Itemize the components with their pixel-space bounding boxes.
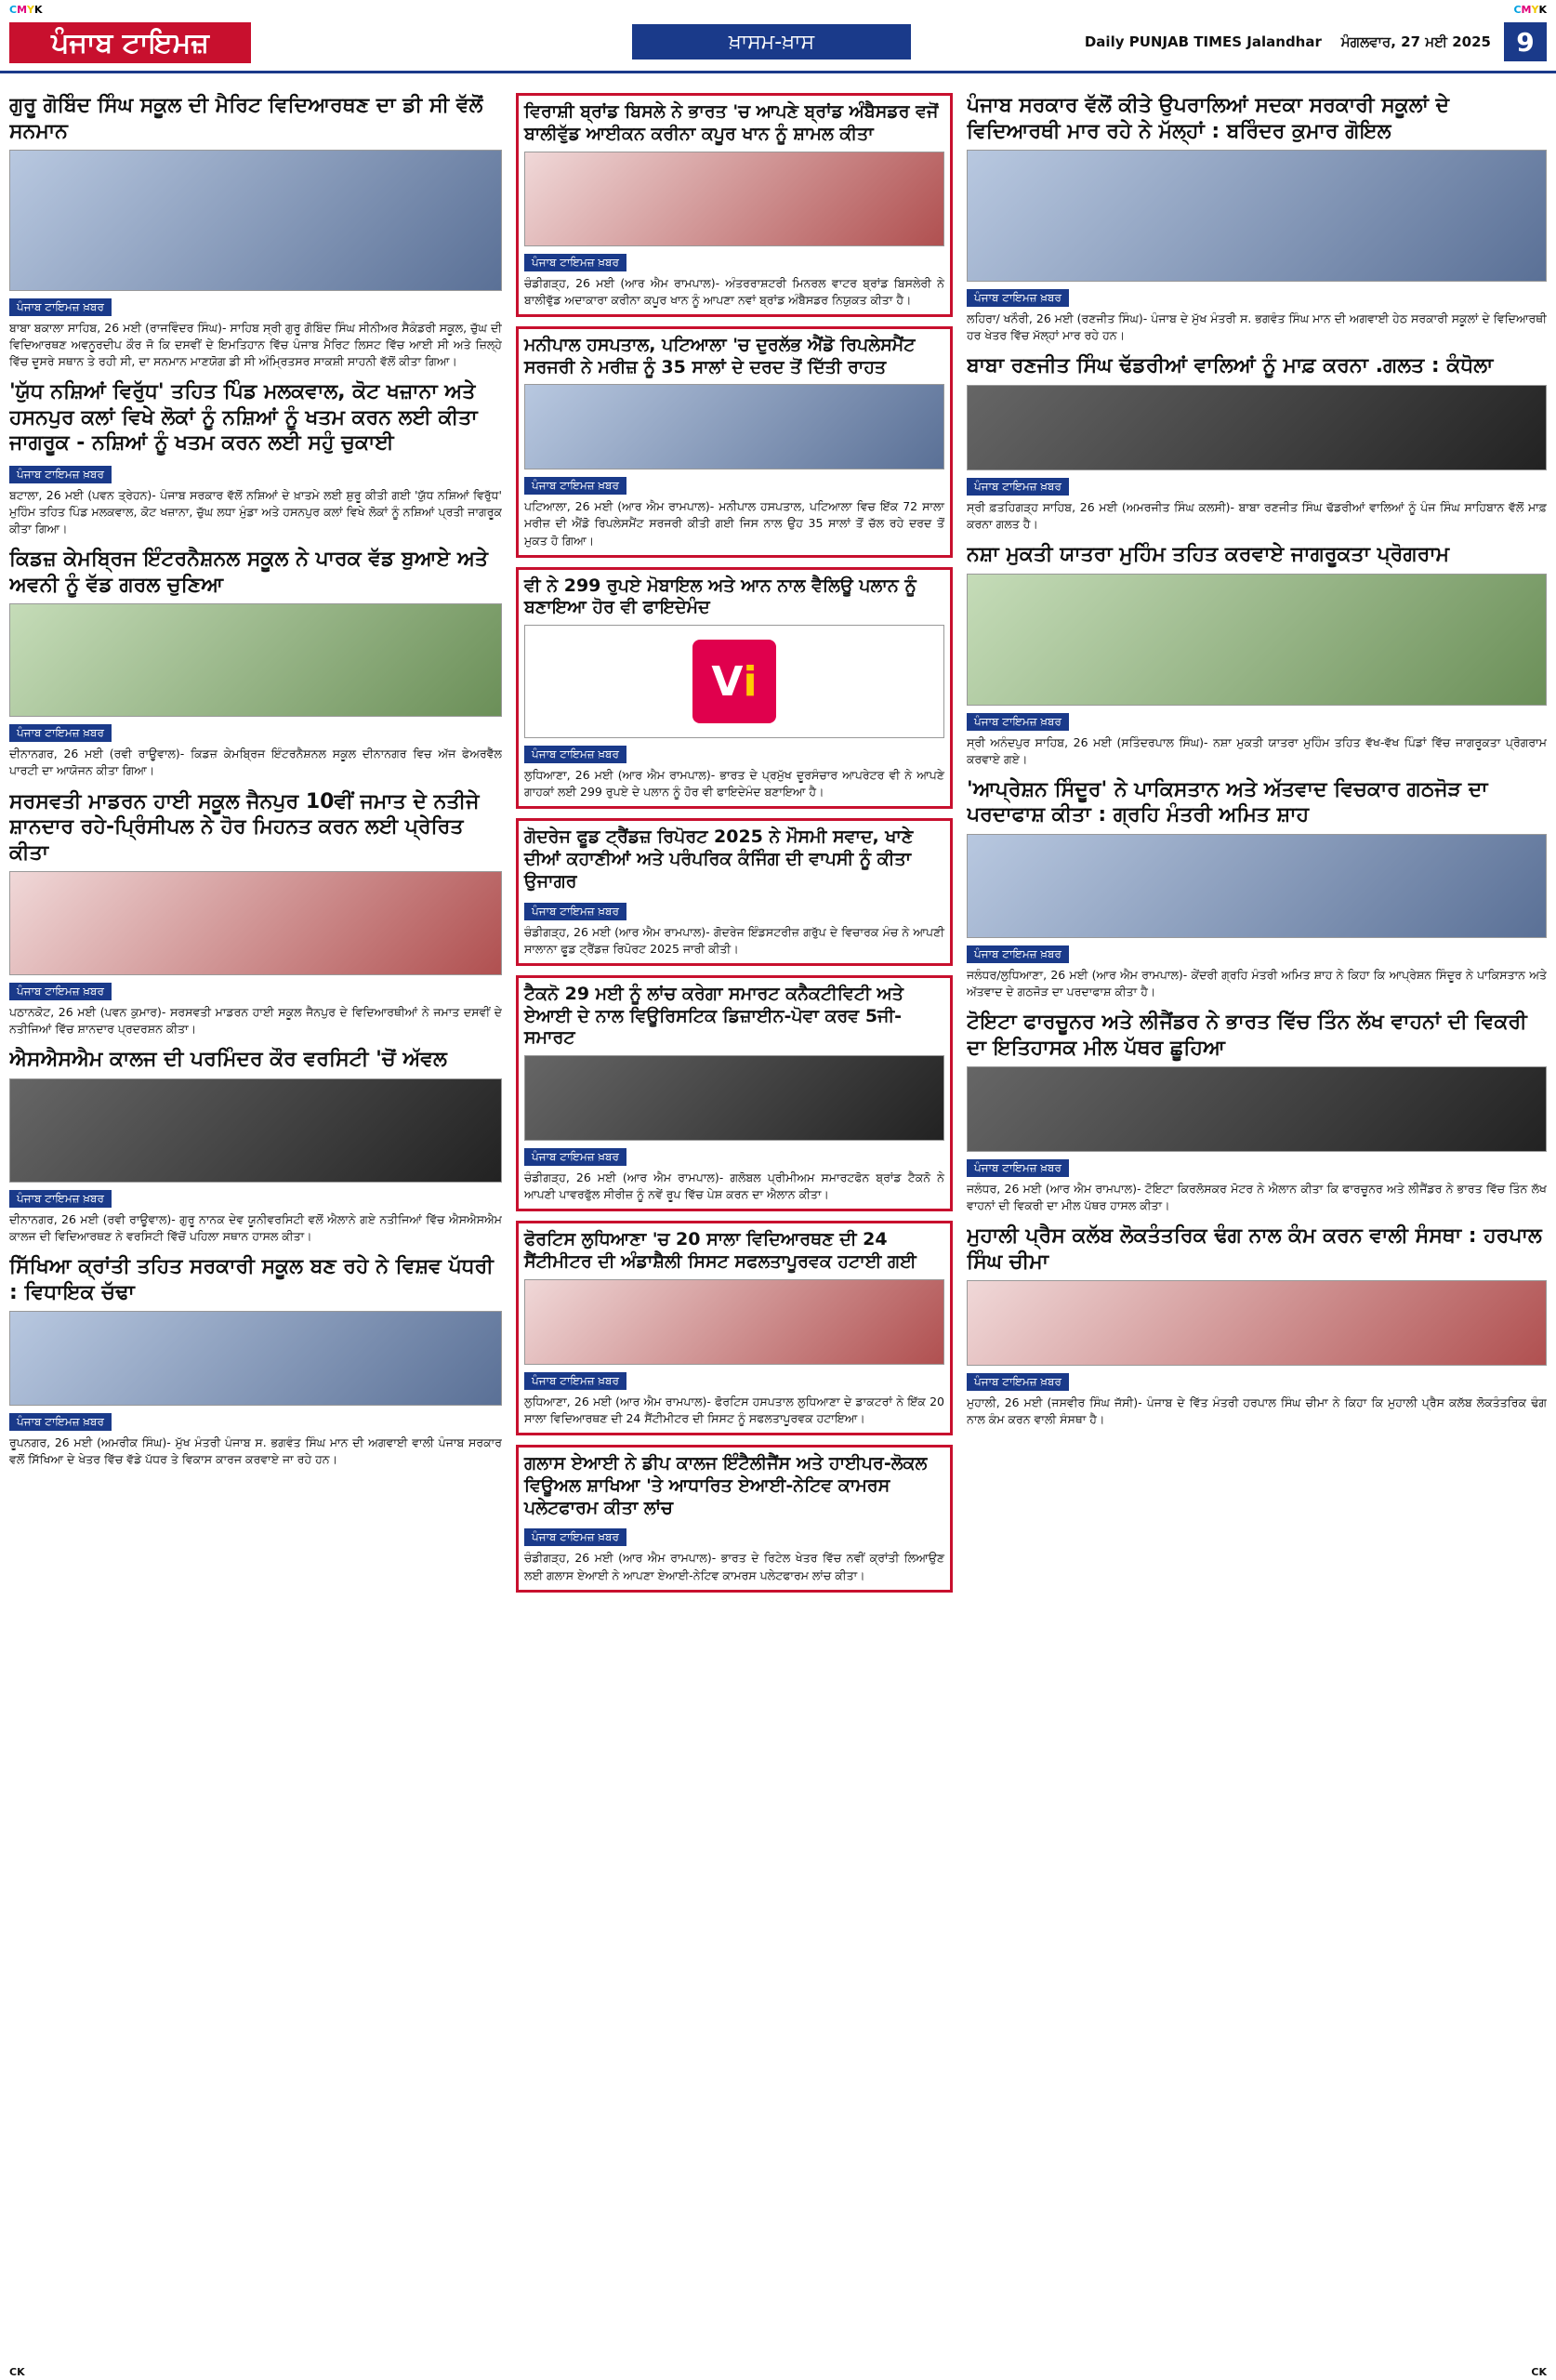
news-story — [967, 93, 1547, 344]
newspaper-logo: ਪੰਜਾਬ ਟਾਇਮਜ਼ — [9, 22, 251, 63]
column-right — [967, 93, 1547, 2361]
story-headline: ਗੁਰੂ ਗੋਬਿੰਦ ਸਿੰਘ ਸਕੂਲ ਦੀ ਮੈਰਿਟ ਵਿਦਿਆਰਥਣ ਦਾ ਡੀ ਸੀ ਵੱਲੋਂ ਸਨਮਾਨ — [9, 94, 483, 143]
byline-tag: ਪੰਜਾਬ ਟਾਇਮਜ਼ ਖ਼ਬਰ — [9, 1413, 112, 1431]
byline-tag: ਪੰਜਾਬ ਟਾਇਮਜ਼ ਖ਼ਬਰ — [967, 945, 1069, 963]
story-headline: ਨਸ਼ਾ ਮੁਕਤੀ ਯਾਤਰਾ ਮੁਹਿੰਮ ਤਹਿਤ ਕਰਵਾਏ ਜਾਗਰੂਕਤਾ ਪ੍ਰੋਗਰਾਮ — [967, 543, 1450, 566]
story-photo — [524, 152, 944, 246]
story-body: ਚੰਡੀਗੜ੍ਹ, 26 ਮਈ (ਆਰ ਐਮ ਰਾਮਪਾਲ)- ਅੰਤਰਰਾਸ਼ਟਰੀ ਮਿਨਰਲ ਵਾਟਰ ਬ੍ਰਾਂਡ ਬਿਸਲੇਰੀ ਨੇ ਬਾਲੀਵੁੱਡ ਅਦਾਕਾਰਾ ਕਰੀਨਾ ਕਪੂਰ ਖਾਨ ਨੂੰ ਆਪਣਾ ਨਵਾਂ ਬ੍ਰਾਂਡ ਅੰਬੈਸਡਰ ਨਿਯੁਕਤ ਕੀਤਾ ਹੈ। — [524, 275, 944, 307]
story-body: ਬਾਬਾ ਬਕਾਲਾ ਸਾਹਿਬ, 26 ਮਈ (ਰਾਜਵਿੰਦਰ ਸਿੰਘ)- ਸਾਹਿਬ ਸ੍ਰੀ ਗੁਰੂ ਗੋਬਿੰਦ ਸਿੰਘ ਸੀਨੀਅਰ ਸੈਕੰਡਰੀ ਸਕੂਲ, ਚੁੱਘ ਦੀ ਵਿਦਿਆਰਥਣ ਅਵਨੂਰਦੀਪ ਕੌਰ ਜੋ ਕਿ ਦਸਵੀਂ ਦੇ ਇਮਤਿਹਾਨ ਵਿੱਚ ਪੰਜਾਬ ਮੈਰਿਟ ਲਿਸਟ ਵਿੱਚ ਆਈ ਸੀ ਅਤੇ ਜ਼ਿਲ੍ਹੇ ਵਿੱਚ ਦੂਸਰੇ ਸਥਾਨ ਤੇ ਰਹੀ ਸੀ, ਦਾ ਸਨਮਾਨ ਮਾਣਯੋਗ ਡੀ ਸੀ ਅੰਮ੍ਰਿਤਸਰ ਸਾਕਸ਼ੀ ਸਾਹਨੀ ਵੱਲੋਂ ਕੀਤਾ ਗਿਆ। — [9, 321, 502, 369]
story-body: ਚੰਡੀਗੜ੍ਹ, 26 ਮਈ (ਆਰ ਐਮ ਰਾਮਪਾਲ)- ਗਲੋਬਲ ਪ੍ਰੀਮੀਅਮ ਸਮਾਰਟਫੋਨ ਬ੍ਰਾਂਡ ਟੈਕਨੋ ਨੇ ਆਪਣੀ ਪਾਵਰਫੁੱਲ ਸੀਰੀਜ਼ ਨੂੰ ਨਵੇਂ ਰੂਪ ਵਿੱਚ ਪੇਸ਼ ਕਰਨ ਦਾ ਐਲਾਨ ਕੀਤਾ। — [524, 1170, 944, 1202]
news-story — [967, 777, 1547, 1000]
story-body: ਜਲੰਧਰ/ਲੁਧਿਆਣਾ, 26 ਮਈ (ਆਰ ਐਮ ਰਾਮਪਾਲ)- ਕੇਂਦਰੀ ਗ੍ਰਹਿ ਮੰਤਰੀ ਅਮਿਤ ਸ਼ਾਹ ਨੇ ਕਿਹਾ ਕਿ ਆਪ੍ਰੇਸ਼ਨ ਸਿੰਦੂਰ ਨੇ ਪਾਕਿਸਤਾਨ ਅਤੇ ਅੱਤਵਾਦ ਦੇ ਗਠਜੋੜ ਦਾ ਪਰਦਾਫਾਸ਼ ਕੀਤਾ ਹੈ। — [967, 967, 1547, 998]
story-body: ਬਟਾਲਾ, 26 ਮਈ (ਪਵਨ ਤ੍ਰੇਹਨ)- ਪੰਜਾਬ ਸਰਕਾਰ ਵੱਲੋਂ ਨਸ਼ਿਆਂ ਦੇ ਖ਼ਾਤਮੇ ਲਈ ਸ਼ੁਰੂ ਕੀਤੀ ਗਈ 'ਯੁੱਧ ਨਸ਼ਿਆਂ ਵਿਰੁੱਧ' ਮੁਹਿੰਮ ਤਹਿਤ ਪਿੰਡ ਮਲਕਵਾਲ, ਕੋਟ ਖਜ਼ਾਨਾ, ਚੁੱਘ ਲਧਾ ਮੁੰਡਾ ਅਤੇ ਹਸਨਪੁਰ ਕਲਾਂ ਵਿਖੇ ਲੋਕਾਂ ਨੂੰ ਨਸ਼ਿਆਂ ਪ੍ਰਤੀ ਜਾਗਰੂਕ ਕੀਤਾ ਗਿਆ। — [9, 487, 502, 536]
story-headline: ਬਾਬਾ ਰਣਜੀਤ ਸਿੰਘ ਢੱਡਰੀਆਂ ਵਾਲਿਆਂ ਨੂੰ ਮਾਫ਼ ਕਰਨਾ .ਗਲਤ : ਕੰਧੋਲਾ — [967, 354, 1494, 378]
story-headline: 'ਆਪ੍ਰੇਸ਼ਨ ਸਿੰਦੂਰ' ਨੇ ਪਾਕਿਸਤਾਨ ਅਤੇ ਅੱਤਵਾਦ ਵਿਚਕਾਰ ਗਠਜੋੜ ਦਾ ਪਰਦਾਫਾਸ਼ ਕੀਤਾ : ਗ੍ਰਹਿ ਮੰਤਰੀ ਅਮਿਤ ਸ਼ਾਹ — [967, 777, 1488, 827]
byline-tag: ਪੰਜਾਬ ਟਾਇਮਜ਼ ਖ਼ਬਰ — [9, 298, 112, 316]
story-headline: ਐਸਐਸਐਮ ਕਾਲਜ ਦੀ ਪਰਮਿੰਦਰ ਕੌਰ ਵਰਸਿਟੀ 'ਚੋਂ ਅੱਵਲ — [9, 1048, 447, 1072]
story-photo — [967, 1066, 1547, 1152]
story-headline: ਕਿਡਜ਼ ਕੇਮਬ੍ਰਿਜ ਇੰਟਰਨੈਸ਼ਨਲ ਸਕੂਲ ਨੇ ਪਾਰਕ ਵੱਡ ਬੁਆਏ ਅਤੇ ਅਵਨੀ ਨੂੰ ਵੱਡ ਗਰਲ ਚੁਣਿਆ — [9, 548, 488, 597]
vi-logo: V i — [692, 640, 776, 723]
news-story — [967, 542, 1547, 768]
news-story — [516, 818, 953, 966]
news-story — [516, 567, 953, 810]
story-body: ਪਠਾਨਕੋਟ, 26 ਮਈ (ਪਵਨ ਕੁਮਾਰ)- ਸਰਸਵਤੀ ਮਾਡਰਨ ਹਾਈ ਸਕੂਲ ਜੈਨਪੁਰ ਦੇ ਵਿਦਿਆਰਥੀਆਂ ਨੇ ਜਮਾਤ ਦਸਵੀਂ ਦੇ ਨਤੀਜਿਆਂ ਵਿੱਚ ਸ਼ਾਨਦਾਰ ਪ੍ਰਦਰਸ਼ਨ ਕੀਤਾ। — [9, 1005, 502, 1037]
story-body: ਲੁਧਿਆਣਾ, 26 ਮਈ (ਆਰ ਐਮ ਰਾਮਪਾਲ)- ਫੋਰਟਿਸ ਹਸਪਤਾਲ ਲੁਧਿਆਣਾ ਦੇ ਡਾਕਟਰਾਂ ਨੇ ਇੱਕ 20 ਸਾਲਾ ਵਿਦਿਆਰਥਣ ਦੀ 24 ਸੈਂਟੀਮੀਟਰ ਦੀ ਸਿਸਟ ਨੂੰ ਸਫਲਤਾਪੂਰਵਕ ਹਟਾਇਆ। — [524, 1394, 944, 1425]
story-body: ਦੀਨਾਨਗਰ, 26 ਮਈ (ਰਵੀ ਰਾਊਵਾਲ)- ਗੁਰੂ ਨਾਨਕ ਦੇਵ ਯੂਨੀਵਰਸਿਟੀ ਵਲੋਂ ਐਲਾਨੇ ਗਏ ਨਤੀਜਿਆਂ ਵਿੱਚ ਐਸਐਸਐਮ ਕਾਲਜ ਦੀ ਵਿਦਿਆਰਥਣ ਨੇ ਵਰਸਿਟੀ ਵਿੱਚੋਂ ਪਹਿਲਾ ਸਥਾਨ ਹਾਸਲ ਕੀਤਾ। — [9, 1211, 502, 1243]
byline-tag: ਪੰਜਾਬ ਟਾਇਮਜ਼ ਖ਼ਬਰ — [9, 983, 112, 1000]
story-body: ਲਹਿਰਾ/ ਖਨੌਰੀ, 26 ਮਈ (ਰਣਜੀਤ ਸਿੰਘ)- ਪੰਜਾਬ ਦੇ ਮੁੱਖ ਮੰਤਰੀ ਸ. ਭਗਵੰਤ ਸਿੰਘ ਮਾਨ ਦੀ ਅਗਵਾਈ ਹੇਠ ਸਰਕਾਰੀ ਸਕੂਲਾਂ ਦੇ ਵਿਦਿਆਰਥੀ ਹਰ ਖੇਤਰ ਵਿੱਚ ਮੱਲ੍ਹਾਂ ਮਾਰ ਰਹੇ ਹਨ। — [967, 311, 1547, 343]
news-story — [516, 975, 953, 1212]
news-story — [9, 1254, 502, 1468]
story-body: ਚੰਡੀਗੜ੍ਹ, 26 ਮਈ (ਆਰ ਐਮ ਰਾਮਪਾਲ)- ਭਾਰਤ ਦੇ ਰਿਟੇਲ ਖੇਤਰ ਵਿੱਚ ਨਵੀਂ ਕ੍ਰਾਂਤੀ ਲਿਆਉਣ ਲਈ ਗਲਾਸ ਏਆਈ ਨੇ ਆਪਣਾ ਏਆਈ-ਨੇਟਿਵ ਕਾਮਰਸ ਪਲੇਟਫਾਰਮ ਲਾਂਚ ਕੀਤਾ। — [524, 1551, 944, 1582]
masthead — [0, 17, 1556, 73]
story-body: ਸ੍ਰੀ ਅਨੰਦਪੁਰ ਸਾਹਿਬ, 26 ਮਈ (ਸਤਿੰਦਰਪਾਲ ਸਿੰਘ)- ਨਸ਼ਾ ਮੁਕਤੀ ਯਾਤਰਾ ਮੁਹਿੰਮ ਤਹਿਤ ਵੱਖ-ਵੱਖ ਪਿੰਡਾਂ ਵਿੱਚ ਜਾਗਰੂਕਤਾ ਪ੍ਰੋਗਰਾਮ ਕਰਵਾਏ ਗਏ। — [967, 734, 1547, 766]
section-title: ਖ਼ਾਸਮ-ਖ਼ਾਸ — [632, 24, 911, 60]
story-body: ਦੀਨਾਨਗਰ, 26 ਮਈ (ਰਵੀ ਰਾਊਵਾਲ)- ਕਿਡਜ਼ ਕੇਮਬ੍ਰਿਜ ਇੰਟਰਨੈਸ਼ਨਲ ਸਕੂਲ ਦੀਨਾਨਗਰ ਵਿਚ ਅੱਜ ਫੇਅਰਵੈੱਲ ਪਾਰਟੀ ਦਾ ਆਯੋਜਨ ਕੀਤਾ ਗਿਆ। — [9, 747, 502, 778]
byline-tag: ਪੰਜਾਬ ਟਾਇਮਜ਼ ਖ਼ਬਰ — [967, 478, 1069, 496]
story-headline: ਪੰਜਾਬ ਸਰਕਾਰ ਵੱਲੋਂ ਕੀਤੇ ਉਪਰਾਲਿਆਂ ਸਦਕਾ ਸਰਕਾਰੀ ਸਕੂਲਾਂ ਦੇ ਵਿਦਿਆਰਥੀ ਮਾਰ ਰਹੇ ਨੇ ਮੱਲ੍ਹਾਂ : ਬਰਿੰਦਰ ਕੁਮਾਰ ਗੋਇਲ — [967, 94, 1450, 143]
story-headline: ਸਿੱਖਿਆ ਕ੍ਰਾਂਤੀ ਤਹਿਤ ਸਰਕਾਰੀ ਸਕੂਲ ਬਣ ਰਹੇ ਨੇ ਵਿਸ਼ਵ ਪੱਧਰੀ : ਵਿਧਾਇਕ ਚੱਢਾ — [9, 1255, 494, 1304]
story-headline: ਫੋਰਟਿਸ ਲੁਧਿਆਣਾ 'ਚ 20 ਸਾਲਾ ਵਿਦਿਆਰਥਣ ਦੀ 24 ਸੈਂਟੀਮੀਟਰ ਦੀ ਅੰਡਾਸ਼ੈਲੀ ਸਿਸਟ ਸਫਲਤਾਪੂਰਵਕ ਹਟਾਈ ਗਈ — [524, 1229, 916, 1273]
byline-tag: ਪੰਜਾਬ ਟਾਇਮਜ਼ ਖ਼ਬਰ — [524, 1148, 626, 1166]
byline-tag: ਪੰਜਾਬ ਟਾਇਮਜ਼ ਖ਼ਬਰ — [524, 1528, 626, 1546]
story-photo — [524, 625, 944, 738]
story-headline: ਗੋਦਰੇਜ ਫੂਡ ਟ੍ਰੈਂਡਜ਼ ਰਿਪੋਰਟ 2025 ਨੇ ਮੌਸਮੀ ਸਵਾਦ, ਖਾਣੇ ਦੀਆਂ ਕਹਾਣੀਆਂ ਅਤੇ ਪਰੰਪਰਿਕ ਕੰਜਿੰਗ ਦੀ ਵਾਪਸੀ ਨੂੰ ਕੀਤਾ ਉਜਾਗਰ — [524, 826, 914, 892]
byline-tag: ਪੰਜਾਬ ਟਾਇਮਜ਼ ਖ਼ਬਰ — [524, 903, 626, 920]
masthead-info — [1085, 33, 1491, 50]
news-story — [967, 353, 1547, 533]
story-photo — [967, 1280, 1547, 1366]
story-headline: 'ਯੁੱਧ ਨਸ਼ਿਆਂ ਵਿਰੁੱਧ' ਤਹਿਤ ਪਿੰਡ ਮਲਕਵਾਲ, ਕੋਟ ਖਜ਼ਾਨਾ ਅਤੇ ਹਸਨਪੁਰ ਕਲਾਂ ਵਿਖੇ ਲੋਕਾਂ ਨੂੰ ਨਸ਼ਿਆਂ ਨੂੰ ਖਤਮ ਕਰਨ ਲਈ ਕੀਤਾ ਜਾਗਰੂਕ - ਨਸ਼ਿਆਂ ਨੂੰ ਖਤਮ ਕਰਨ ਲਈ ਸਹੁੰ ਚੁਕਾਈ — [9, 380, 478, 456]
byline-tag: ਪੰਜਾਬ ਟਾਇਮਜ਼ ਖ਼ਬਰ — [967, 1373, 1069, 1391]
paper-name: Daily PUNJAB TIMES Jalandhar — [1084, 33, 1322, 50]
column-middle — [516, 93, 953, 2361]
byline-tag: ਪੰਜਾਬ ਟਾਇਮਜ਼ ਖ਼ਬਰ — [9, 466, 112, 483]
story-photo — [9, 1078, 502, 1183]
issue-date: ਮੰਗਲਵਾਰ, 27 ਮਈ 2025 — [1340, 33, 1491, 50]
story-photo — [967, 150, 1547, 282]
byline-tag: ਪੰਜਾਬ ਟਾਇਮਜ਼ ਖ਼ਬਰ — [967, 713, 1069, 731]
story-photo — [967, 574, 1547, 706]
story-body: ਮੁਹਾਲੀ, 26 ਮਈ (ਜਸਵੀਰ ਸਿੰਘ ਜੱਸੀ)- ਪੰਜਾਬ ਦੇ ਵਿੱਤ ਮੰਤਰੀ ਹਰਪਾਲ ਸਿੰਘ ਚੀਮਾ ਨੇ ਕਿਹਾ ਕਿ ਮੁਹਾਲੀ ਪ੍ਰੈਸ ਕਲੱਬ ਲੋਕਤੰਤਰਿਕ ਢੰਗ ਨਾਲ ਕੰਮ ਕਰਨ ਵਾਲੀ ਸੰਸਥਾ ਹੈ। — [967, 1395, 1547, 1427]
story-body: ਪਟਿਆਲਾ, 26 ਮਈ (ਆਰ ਐਮ ਰਾਮਪਾਲ)- ਮਨੀਪਾਲ ਹਸਪਤਾਲ, ਪਟਿਆਲਾ ਵਿਚ ਇੱਕ 72 ਸਾਲਾ ਮਰੀਜ਼ ਦੀ ਐਂਡੋ ਰਿਪਲੇਸਮੈਂਟ ਸਰਜਰੀ ਕੀਤੀ ਗਈ ਜਿਸ ਨਾਲ ਉਹ 35 ਸਾਲਾਂ ਤੋਂ ਚੱਲ ਰਹੇ ਦਰਦ ਤੋਂ ਮੁਕਤ ਹੋ ਗਿਆ। — [524, 499, 944, 548]
story-body: ਲੁਧਿਆਣਾ, 26 ਮਈ (ਆਰ ਐਮ ਰਾਮਪਾਲ)- ਭਾਰਤ ਦੇ ਪ੍ਰਮੁੱਖ ਦੂਰਸੰਚਾਰ ਆਪਰੇਟਰ ਵੀ ਨੇ ਆਪਣੇ ਗਾਹਕਾਂ ਲਈ 299 ਰੁਪਏ ਦੇ ਪਲਾਨ ਨੂੰ ਹੋਰ ਵੀ ਫਾਇਦੇਮੰਦ ਬਣਾਇਆ ਹੈ। — [524, 768, 944, 800]
story-photo — [967, 385, 1547, 470]
story-body: ਜਲੰਧਰ, 26 ਮਈ (ਆਰ ਐਮ ਰਾਮਪਾਲ)- ਟੋਇਟਾ ਕਿਰਲੋਸਕਰ ਮੋਟਰ ਨੇ ਐਲਾਨ ਕੀਤਾ ਕਿ ਫਾਰਚੂਨਰ ਅਤੇ ਲੀਜੈਂਡਰ ਨੇ ਭਾਰਤ ਵਿੱਚ ਤਿੰਨ ਲੱਖ ਵਾਹਨਾਂ ਦੀ ਵਿਕਰੀ ਦਾ ਮੀਲ ਪੱਥਰ ਹਾਸਲ ਕੀਤਾ। — [967, 1182, 1547, 1213]
news-story — [516, 93, 953, 317]
story-photo — [524, 384, 944, 469]
story-headline: ਟੈਕਨੋ 29 ਮਈ ਨੂੰ ਲਾਂਚ ਕਰੇਗਾ ਸਮਾਰਟ ਕਨੈਕਟੀਵਿਟੀ ਅਤੇ ਏਆਈ ਦੇ ਨਾਲ ਵਿਊਰਿਸਟਿਕ ਡਿਜ਼ਾਈਨ-ਪੋਵਾ ਕਰਵ 5ਜੀ-ਸਮਾਰਟ — [524, 983, 903, 1049]
news-story — [516, 1221, 953, 1435]
story-body: ਸ੍ਰੀ ਫ਼ਤਹਿਗੜ੍ਹ ਸਾਹਿਬ, 26 ਮਈ (ਅਮਰਜੀਤ ਸਿੰਘ ਕਲਸੀ)- ਬਾਬਾ ਰਣਜੀਤ ਸਿੰਘ ਢੱਡਰੀਆਂ ਵਾਲਿਆਂ ਨੂੰ ਪੰਜ ਸਿੰਘ ਸਾਹਿਬਾਨ ਵੱਲੋਂ ਮਾਫ਼ ਕਰਨਾ ਗਲਤ ਹੈ। — [967, 499, 1547, 531]
story-headline: ਵਿਰਾਸ਼ੀ ਬ੍ਰਾਂਡ ਬਿਸਲੇ ਨੇ ਭਾਰਤ 'ਚ ਆਪਣੇ ਬ੍ਰਾਂਡ ਅੰਬੈਸਡਰ ਵਜੋਂ ਬਾਲੀਵੁੱਡ ਆਈਕਨ ਕਰੀਨਾ ਕਪੂਰ ਖਾਨ ਨੂੰ ਸ਼ਾਮਲ ਕੀਤਾ — [524, 101, 939, 144]
byline-tag: ਪੰਜਾਬ ਟਾਇਮਜ਼ ਖ਼ਬਰ — [524, 477, 626, 495]
registration-marks-left: CMYK — [9, 4, 43, 16]
byline-tag: ਪੰਜਾਬ ਟਾਇਮਜ਼ ਖ਼ਬਰ — [524, 1372, 626, 1390]
news-story — [9, 547, 502, 779]
story-photo — [967, 834, 1547, 938]
byline-tag: ਪੰਜਾਬ ਟਾਇਮਜ਼ ਖ਼ਬਰ — [524, 746, 626, 763]
byline-tag: ਪੰਜਾਬ ਟਾਇਮਜ਼ ਖ਼ਬਰ — [524, 254, 626, 271]
byline-tag: ਪੰਜਾਬ ਟਾਇਮਜ਼ ਖ਼ਬਰ — [9, 1190, 112, 1208]
byline-tag: ਪੰਜਾਬ ਟਾਇਮਜ਼ ਖ਼ਬਰ — [9, 724, 112, 742]
story-headline: ਮਨੀਪਾਲ ਹਸਪਤਾਲ, ਪਟਿਆਲਾ 'ਚ ਦੁਰਲੱਭ ਐਂਡੋ ਰਿਪਲੇਸਮੈਂਟ ਸਰਜਰੀ ਨੇ ਮਰੀਜ਼ ਨੂੰ 35 ਸਾਲਾਂ ਦੇ ਦਰਦ ਤੋਂ ਦਿੱਤੀ ਰਾਹਤ — [524, 334, 916, 377]
story-photo — [524, 1055, 944, 1141]
news-story — [516, 1445, 953, 1593]
news-story — [9, 379, 502, 537]
page-number: 9 — [1504, 22, 1547, 61]
story-photo — [9, 871, 502, 975]
story-headline: ਸਰਸਵਤੀ ਮਾਡਰਨ ਹਾਈ ਸਕੂਲ ਜੈਨਪੁਰ 10ਵੀਂ ਜਮਾਤ ਦੇ ਨਤੀਜੇ ਸ਼ਾਨਦਾਰ ਰਹੇ-ਪ੍ਰਿੰਸੀਪਲ ਨੇ ਹੋਰ ਮਿਹਨਤ ਕਰਨ ਲਈ ਪ੍ਰੇਰਿਤ ਕੀਤਾ — [9, 789, 480, 865]
story-photo — [524, 1279, 944, 1365]
story-headline: ਗਲਾਸ ਏਆਈ ਨੇ ਡੀਪ ਕਾਲਜ ਇੰਟੈਲੀਜੈਂਸ ਅਤੇ ਹਾਈਪਰ-ਲੋਕਲ ਵਿਊਅਲ ਸ਼ਾਖਿਆ 'ਤੇ ਆਧਾਰਿਤ ਏਆਈ-ਨੇਟਿਵ ਕਾਮਰਸ ਪਲੇਟਫਾਰਮ ਕੀਤਾ ਲਾਂਚ — [524, 1453, 928, 1518]
footer-marks-left: CK — [9, 2366, 25, 2378]
news-story — [967, 1010, 1547, 1214]
story-headline: ਟੋਇਟਾ ਫਾਰਚੂਨਰ ਅਤੇ ਲੀਜੈਂਡਰ ਨੇ ਭਾਰਤ ਵਿੱਚ ਤਿੰਨ ਲੱਖ ਵਾਹਨਾਂ ਦੀ ਵਿਕਰੀ ਦਾ ਇਤਿਹਾਸਕ ਮੀਲ ਪੱਥਰ ਛੂਹਿਆ — [967, 1011, 1527, 1060]
story-body: ਚੰਡੀਗੜ੍ਹ, 26 ਮਈ (ਆਰ ਐਮ ਰਾਮਪਾਲ)- ਗੋਦਰੇਜ ਇੰਡਸਟਰੀਜ਼ ਗਰੁੱਪ ਦੇ ਵਿਚਾਰਕ ਮੰਚ ਨੇ ਆਪਣੀ ਸਾਲਾਨਾ ਫੂਡ ਟ੍ਰੈਂਡਜ਼ ਰਿਪੋਰਟ 2025 ਜਾਰੀ ਕੀਤੀ। — [524, 924, 944, 956]
news-story — [9, 1047, 502, 1245]
column-left — [9, 93, 502, 2361]
news-story — [967, 1223, 1547, 1428]
story-photo — [9, 150, 502, 291]
story-headline: ਮੁਹਾਲੀ ਪ੍ਰੈਸ ਕਲੱਬ ਲੋਕਤੰਤਰਿਕ ਢੰਗ ਨਾਲ ਕੰਮ ਕਰਨ ਵਾਲੀ ਸੰਸਥਾ : ਹਰਪਾਲ ਸਿੰਘ ਚੀਮਾ — [967, 1224, 1542, 1274]
story-photo — [9, 603, 502, 717]
story-body: ਰੂਪਨਗਰ, 26 ਮਈ (ਅਮਰੀਕ ਸਿੰਘ)- ਮੁੱਖ ਮੰਤਰੀ ਪੰਜਾਬ ਸ. ਭਗਵੰਤ ਸਿੰਘ ਮਾਨ ਦੀ ਅਗਵਾਈ ਵਾਲੀ ਪੰਜਾਬ ਸਰਕਾਰ ਵਲੋਂ ਸਿੱਖਿਆ ਦੇ ਖੇਤਰ ਵਿੱਚ ਵੱਡੇ ਪੱਧਰ ਤੇ ਵਿਕਾਸ ਕਾਰਜ ਕਰਵਾਏ ਜਾ ਰਹੇ ਹਨ। — [9, 1435, 502, 1467]
news-story — [516, 326, 953, 558]
story-photo — [9, 1311, 502, 1406]
byline-tag: ਪੰਜਾਬ ਟਾਇਮਜ਼ ਖ਼ਬਰ — [967, 289, 1069, 307]
byline-tag: ਪੰਜਾਬ ਟਾਇਮਜ਼ ਖ਼ਬਰ — [967, 1159, 1069, 1177]
news-story — [9, 789, 502, 1038]
news-story — [9, 93, 502, 370]
registration-marks-right: CMYK — [1513, 4, 1547, 16]
footer-marks-right: CK — [1531, 2366, 1547, 2378]
story-headline: ਵੀ ਨੇ 299 ਰੁਪਏ ਮੋਬਾਇਲ ਅਤੇ ਆਨ ਨਾਲ ਵੈਲਿਊ ਪਲਾਨ ਨੂੰ ਬਣਾਇਆ ਹੋਰ ਵੀ ਫਾਇਦੇਮੰਦ — [524, 575, 916, 618]
